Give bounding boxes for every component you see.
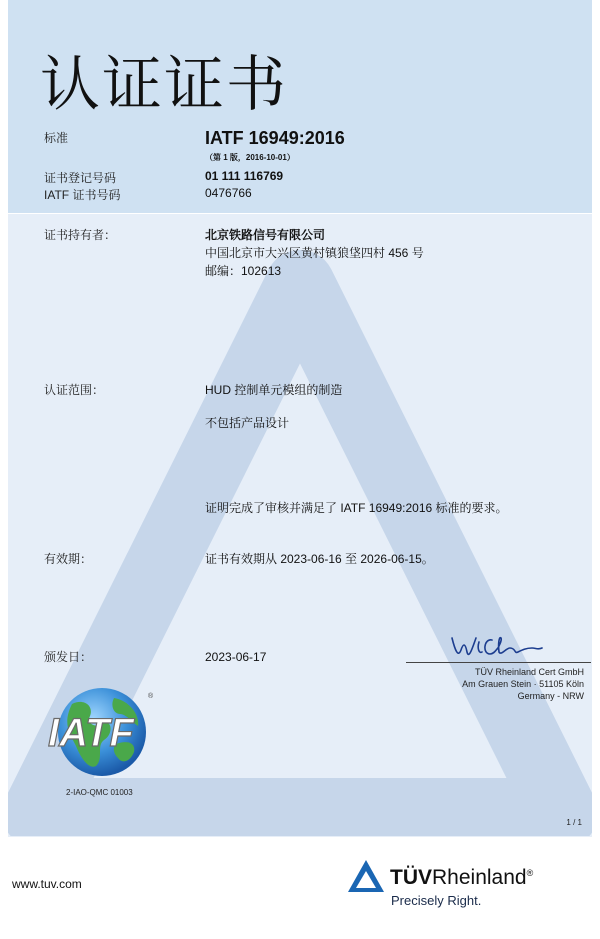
scope-line-2: 不包括产品设计 <box>205 416 290 430</box>
certificate-title: 认证证书 <box>40 50 288 120</box>
iatf-number-label: IATF 证书号码 <box>44 188 121 202</box>
tuv-brand <box>390 866 533 890</box>
compliance-statement: 证明完成了审核并满足了 IATF 16949:2016 标准的要求。 <box>205 501 508 515</box>
tuv-brand-rest: Rheinland <box>432 866 527 889</box>
signature-line <box>406 662 591 663</box>
scope-line-1: HUD 控制单元模组的制造 <box>205 383 343 397</box>
issue-date-value: 2023-06-17 <box>205 650 267 664</box>
tuv-tagline: Precisely Right. <box>391 893 482 908</box>
holder-postcode: 邮编：102613 <box>205 264 282 278</box>
page-number: 1 / 1 <box>566 818 582 827</box>
standard-value: IATF 16949:2016 <box>205 128 345 148</box>
footer-url-link[interactable]: www.tuv.com <box>12 877 82 891</box>
iatf-globe-logo-icon <box>42 684 160 780</box>
validity-value: 证书有效期从 2023-06-16 至 2026-06-15。 <box>205 552 434 566</box>
holder-address: 中国北京市大兴区黄村镇狼垡四村 456 号 <box>205 246 424 260</box>
issuer-name: TÜV Rheinland Cert GmbH <box>474 667 584 677</box>
iatf-logo-code: 2-IAO-QMC 01003 <box>66 788 133 797</box>
iatf-logo-text: IATF <box>48 711 134 755</box>
signature-image <box>446 630 546 664</box>
tuv-brand-mark: ® <box>526 868 534 878</box>
standard-edition: （第 1 版，2016-10-01） <box>205 153 295 162</box>
tuv-brand-bold: TÜV <box>390 866 432 889</box>
scope-label: 认证范围： <box>44 383 105 397</box>
holder-name: 北京铁路信号有限公司 <box>205 228 326 242</box>
registration-value: 01 111 116769 <box>205 169 284 183</box>
issuer-street: Am Grauen Stein · 51105 Köln <box>462 679 584 689</box>
registration-label: 证书登记号码 <box>44 171 117 185</box>
issuer-country: Germany - NRW <box>517 691 584 701</box>
svg-text:®: ® <box>148 693 154 700</box>
validity-label: 有效期： <box>44 552 93 566</box>
iatf-number-value: 0476766 <box>205 186 252 200</box>
tuv-triangle-logo-icon <box>346 858 386 894</box>
standard-label: 标准 <box>44 131 69 145</box>
holder-label: 证书持有者： <box>44 228 117 242</box>
issue-date-label: 颁发日： <box>44 650 93 664</box>
